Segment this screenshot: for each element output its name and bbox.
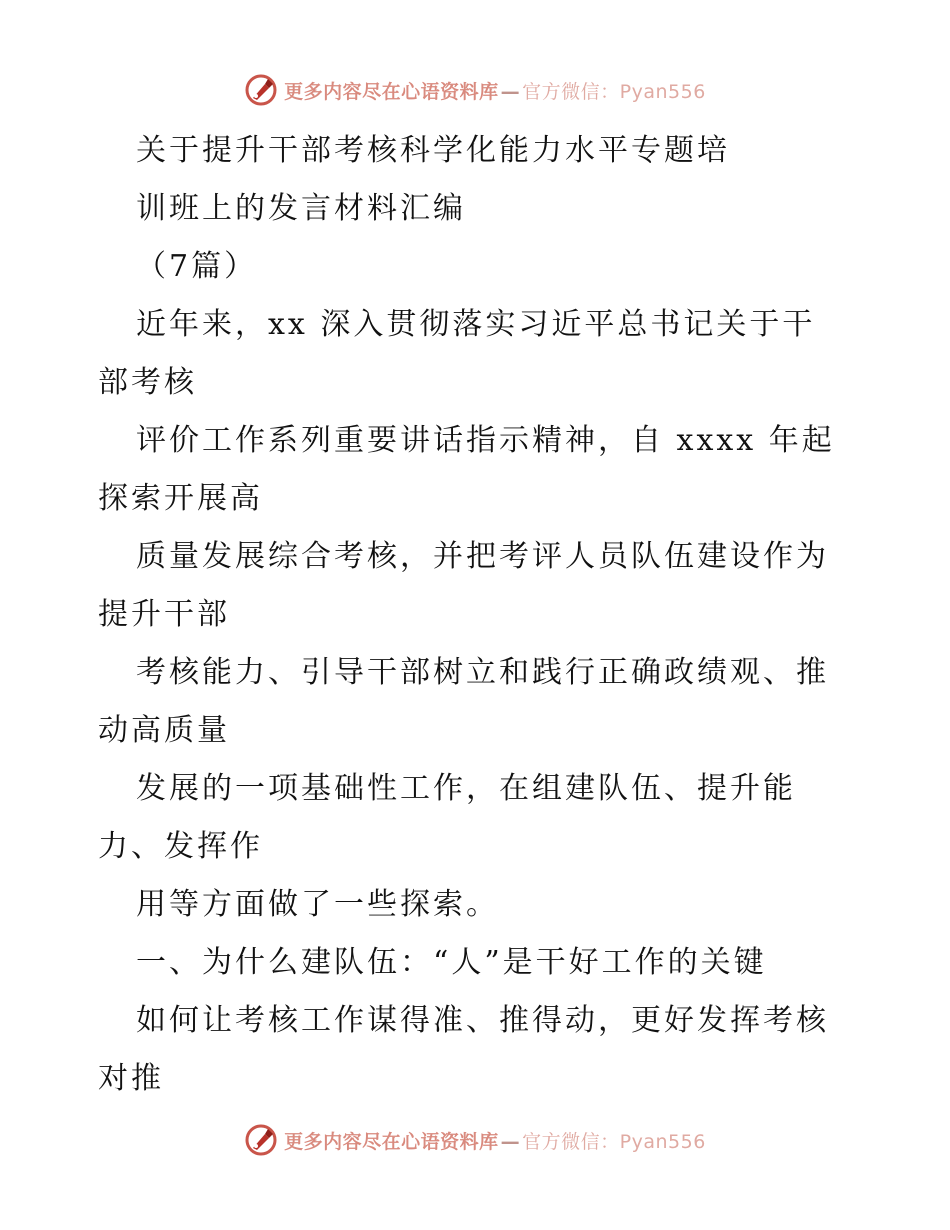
text-line: 部考核: [98, 365, 197, 400]
text-line: 动高质量: [98, 713, 230, 748]
text-line: 对推: [98, 1061, 164, 1096]
text-line: 力、发挥作: [98, 829, 263, 864]
text-line: 一、为什么建队伍：“人”是干好工作的关键: [136, 945, 767, 980]
watermark-brand: 更多内容尽在心语资料库: [284, 80, 499, 103]
pen-nib-logo-icon: [244, 73, 278, 107]
text-line: 用等方面做了一些探索。: [136, 887, 499, 922]
text-line: 提升干部: [98, 597, 230, 632]
text-line: 质量发展综合考核，并把考评人员队伍建设作为: [136, 539, 829, 574]
text-line: 如何让考核工作谋得准、推得动，更好发挥考核: [136, 1003, 829, 1038]
text-line: 训班上的发言材料汇编: [136, 191, 466, 226]
watermark-separator: —: [500, 80, 521, 103]
text-line: 探索开展高: [98, 481, 263, 516]
text-line: （7篇）: [136, 249, 258, 284]
watermark-contact: 官方微信：Pyan556: [522, 1130, 706, 1153]
watermark-contact: 官方微信：Pyan556: [522, 80, 706, 103]
watermark-brand: 更多内容尽在心语资料库: [284, 1130, 499, 1153]
watermark-separator: —: [500, 1130, 521, 1153]
pen-nib-logo-icon: [244, 1123, 278, 1157]
text-line: 发展的一项基础性工作，在组建队伍、提升能: [136, 771, 796, 806]
text-line: 关于提升干部考核科学化能力水平专题培: [136, 133, 730, 168]
text-line: 近年来，xx 深入贯彻落实习近平总书记关于干: [136, 307, 816, 342]
footer-watermark: [0, 1120, 950, 1160]
text-line: 考核能力、引导干部树立和践行正确政绩观、推: [136, 655, 829, 690]
text-line: 评价工作系列重要讲话指示精神，自 xxxx 年起: [136, 423, 835, 458]
document-body: [98, 122, 858, 1108]
header-watermark: [0, 70, 950, 110]
